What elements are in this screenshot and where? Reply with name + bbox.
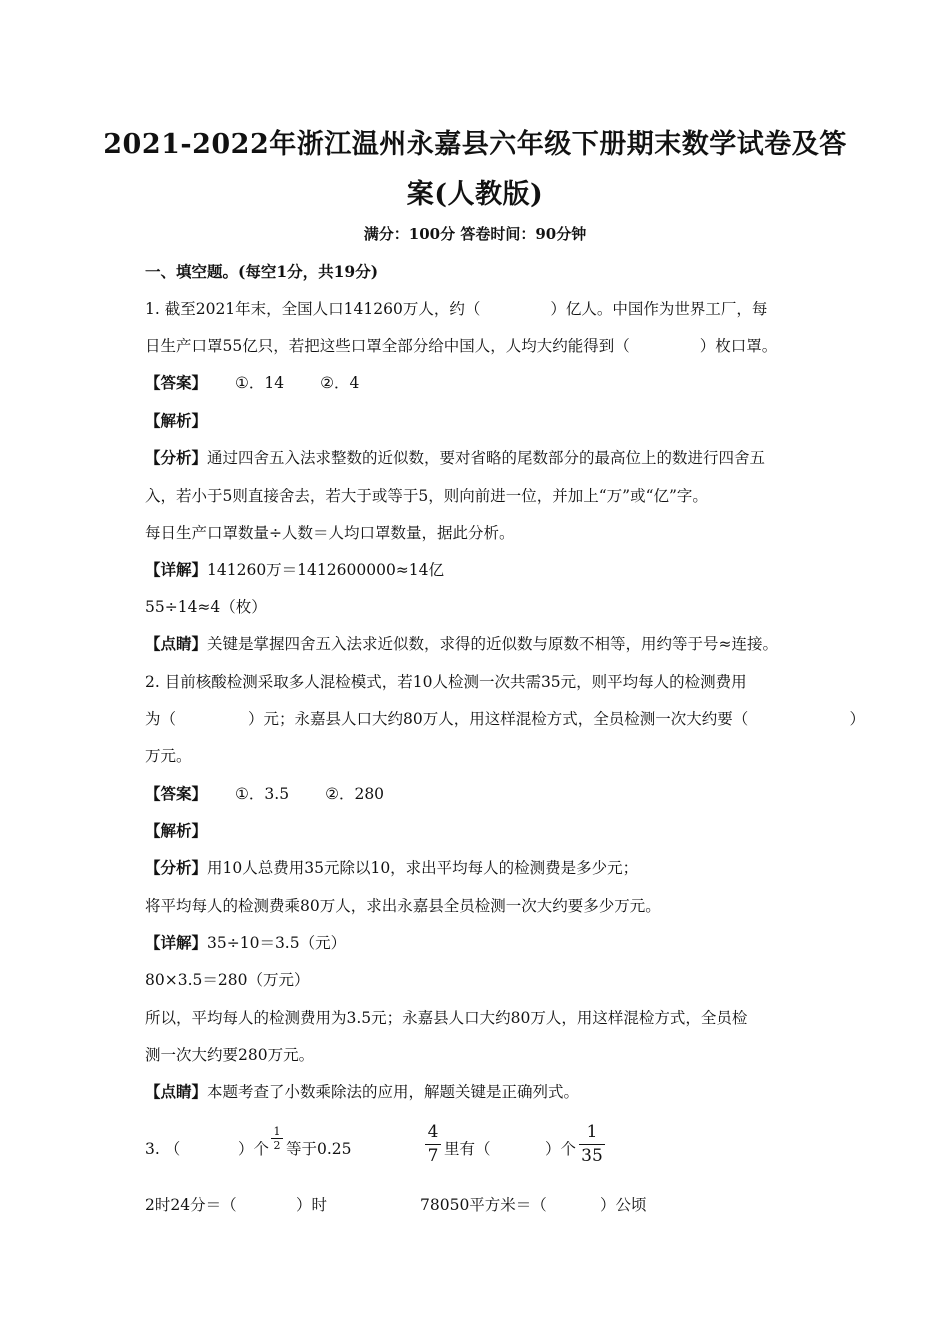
q3-frac2-num: 4 [427,1122,439,1142]
q3-frac2-den: 7 [427,1146,439,1166]
q3-part1-a: 3. （ [145,1140,181,1158]
q2-stem-b3: ） [849,710,865,728]
q2-dianjing-text: 本题考查了小数乘除法的应用，解题关键是正确列式。 [207,1083,580,1101]
q2-fenxi-tag: 【分析】 [145,858,208,877]
q2-stem-line2 [145,708,865,730]
q2-stem-b2: ）元；永嘉县人口大约80万人，用这样混检方式，全员检测一次大约要（ [248,710,749,728]
q1-stem-b2: ）枚口罩。 [699,337,778,355]
q2-jiexi: 【解析】 [145,821,208,840]
q2-fenxi-1: 用10人总费用35元除以10，求出平均每人的检测费是多少元； [207,859,639,877]
q3-part2-b: ）个 [545,1140,577,1158]
document-title-line1: 2021-2022年浙江温州永嘉县六年级下册期末数学试卷及答 [103,129,847,160]
q3-fraction-one-thirtyfifth [579,1124,605,1165]
q1-xiangjie-1: 141260万＝1412600000≈14亿 [207,561,445,579]
q1-stem-line1 [145,298,767,320]
q2-xiangjie-tag: 【详解】 [145,933,208,952]
q1-xiangjie-tag: 【详解】 [145,560,208,579]
q3-frac3-num: 1 [586,1122,598,1142]
q1-fenxi-line2: 入，若小于5则直接舍去，若大于或等于5，则向前进一位，并加上“万”或“亿”字。 [145,487,708,505]
q3-frac1-num: 1 [273,1125,281,1138]
q2-answer [145,783,384,805]
q1-answer [145,372,359,394]
q3-part4-a: 78050平方米＝（ [420,1196,547,1214]
q3-part3-b: ）时 [296,1196,328,1214]
q1-dianjing-text: 关键是掌握四舍五入法求近似数，求得的近似数与原数不相等，用约等于号≈连接。 [207,635,779,653]
q2-dianjing [145,1081,579,1103]
q1-dianjing [145,633,778,655]
q1-dianjing-tag: 【点睛】 [145,634,208,653]
q1-fenxi-1: 通过四舍五入法求整数的近似数，要对省略的尾数部分的最高位上的数进行四舍五 [207,449,766,467]
q1-answer-2: ②．4 [320,374,360,392]
q2-fenxi-line2: 将平均每人的检测费乘80万人，求出永嘉县全员检测一次大约要多少万元。 [145,897,661,915]
q3-fraction-four-sevenths [425,1124,441,1165]
q1-stem-line2 [145,335,777,357]
q3-part1-b: ）个 [238,1140,270,1158]
q1-stem-b1: 日生产口罩55亿只，若把这些口罩全部分给中国人，人均大约能得到（ [145,337,630,355]
q2-xiangjie-1: 35÷10＝3.5（元） [207,934,347,952]
q3-frac3-den: 35 [581,1146,603,1166]
q1-fenxi-tag: 【分析】 [145,448,208,467]
exam-info: 满分：100分 答卷时间：90分钟 [363,225,587,243]
q2-stem-b1: 为（ [145,710,177,728]
q2-xiangjie-line2: 80×3.5＝280（万元） [145,971,310,989]
q3-part4-b: ）公顷 [600,1196,647,1214]
q3-part3-a: 2时24分＝（ [145,1196,237,1214]
q1-xiangjie-line2: 55÷14≈4（枚） [145,598,267,616]
q2-answer-2: ②．280 [325,785,385,803]
q3-frac1-den: 2 [273,1139,281,1152]
q1-xiangjie-line1 [145,559,444,581]
q2-stem-line3: 万元。 [145,747,192,765]
q2-stem-line1: 2. 目前核酸检测采取多人混检模式，若10人检测一次共需35元，则平均每人的检测费用 [145,673,747,691]
q1-stem-a2: ）亿人。中国作为世界工厂，每 [550,300,768,318]
section-heading: 一、填空题。(每空1分，共19分) [145,262,379,281]
q1-answer-1: ①．14 [235,374,285,392]
document-title-line2: 案(人教版) [406,179,544,210]
q2-fenxi-line1 [145,857,638,879]
q1-jiexi: 【解析】 [145,411,208,430]
q1-stem-a1: 1. 截至2021年末，全国人口141260万人，约（ [145,300,481,318]
q1-fenxi-line3: 每日生产口罩数量÷人数＝人均口罩数量，据此分析。 [145,524,515,542]
q2-xiangjie-line1 [145,932,346,954]
q3-fraction-half [271,1126,283,1151]
q1-fenxi-line1 [145,447,765,469]
q1-answer-tag: 【答案】 [145,373,208,392]
q2-xiangjie-line4: 测一次大约要280万元。 [145,1046,315,1064]
q3-part1-c: 等于0.25 [286,1140,352,1158]
q2-xiangjie-line3: 所以，平均每人的检测费用为3.5元；永嘉县人口大约80万人，用这样混检方式，全员检 [145,1009,748,1027]
q2-answer-tag: 【答案】 [145,784,208,803]
q3-part2-a: 里有（ [444,1140,491,1158]
q2-dianjing-tag: 【点睛】 [145,1082,208,1101]
q2-answer-1: ①．3.5 [235,785,290,803]
